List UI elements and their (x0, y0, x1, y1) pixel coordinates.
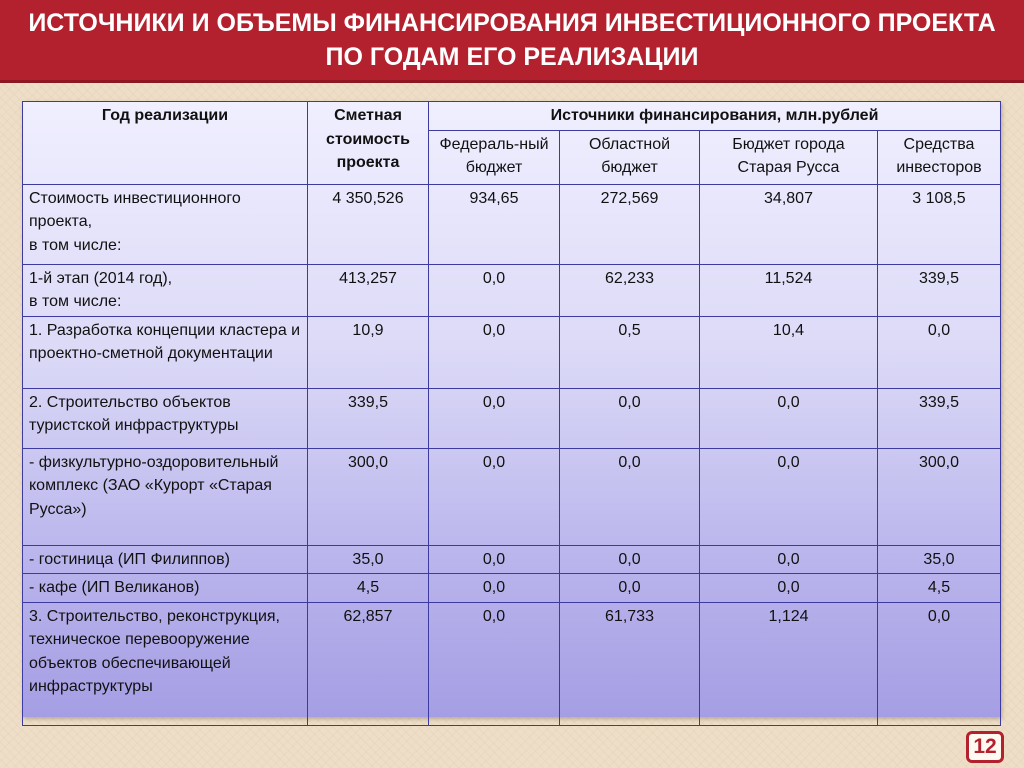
cell-federal: 0,0 (429, 448, 560, 545)
financing-table-container (22, 101, 1000, 717)
row-label: 1. Разработка концепции кластера и проектно-сметной документации (23, 316, 308, 388)
cell-regional: 0,0 (560, 574, 700, 603)
row-label: Стоимость инвестиционного проекта, в том числе: (23, 184, 308, 264)
table-row (23, 545, 1001, 574)
header-sources: Источники финансирования, млн.рублей (429, 102, 1001, 131)
cell-investors: 4,5 (878, 574, 1001, 603)
cell-city: 1,124 (700, 602, 878, 725)
header-city: Бюджет города Старая Русса (700, 130, 878, 184)
financing-table (22, 101, 1001, 726)
header-federal: Федераль-ный бюджет (429, 130, 560, 184)
cell-federal: 0,0 (429, 545, 560, 574)
cell-federal: 0,0 (429, 602, 560, 725)
cell-city: 10,4 (700, 316, 878, 388)
cell-cost: 4,5 (308, 574, 429, 603)
cell-investors: 339,5 (878, 388, 1001, 448)
cell-regional: 0,5 (560, 316, 700, 388)
table-row (23, 316, 1001, 388)
table-body (23, 184, 1001, 725)
header-investors: Средства инвесторов (878, 130, 1001, 184)
cell-regional: 62,233 (560, 264, 700, 316)
cell-cost: 300,0 (308, 448, 429, 545)
cell-federal: 0,0 (429, 316, 560, 388)
cell-regional: 0,0 (560, 448, 700, 545)
cell-city: 0,0 (700, 574, 878, 603)
cell-investors: 0,0 (878, 316, 1001, 388)
table-row (23, 574, 1001, 603)
table-row (23, 388, 1001, 448)
cell-cost: 413,257 (308, 264, 429, 316)
cell-federal: 0,0 (429, 574, 560, 603)
slide-title: ИСТОЧНИКИ И ОБЪЕМЫ ФИНАНСИРОВАНИЯ ИНВЕСТИЦИОННОГО ПРОЕКТА ПО ГОДАМ ЕГО РЕАЛИЗАЦИИ (28, 9, 996, 71)
cell-cost: 10,9 (308, 316, 429, 388)
row-label: - гостиница (ИП Филиппов) (23, 545, 308, 574)
cell-investors: 339,5 (878, 264, 1001, 316)
cell-regional: 272,569 (560, 184, 700, 264)
cell-federal: 934,65 (429, 184, 560, 264)
cell-cost: 35,0 (308, 545, 429, 574)
cell-investors: 0,0 (878, 602, 1001, 725)
table-row (23, 448, 1001, 545)
cell-cost: 62,857 (308, 602, 429, 725)
cell-city: 0,0 (700, 388, 878, 448)
header-cost: Сметная стоимость проекта (308, 102, 429, 185)
cell-cost: 339,5 (308, 388, 429, 448)
cell-federal: 0,0 (429, 264, 560, 316)
table-row (23, 184, 1001, 264)
row-label: - кафе (ИП Великанов) (23, 574, 308, 603)
title-bar (0, 0, 1024, 83)
cell-investors: 300,0 (878, 448, 1001, 545)
cell-city: 0,0 (700, 545, 878, 574)
cell-city: 0,0 (700, 448, 878, 545)
header-year: Год реализации (23, 102, 308, 185)
cell-federal: 0,0 (429, 388, 560, 448)
cell-city: 34,807 (700, 184, 878, 264)
cell-regional: 0,0 (560, 388, 700, 448)
cell-regional: 0,0 (560, 545, 700, 574)
row-label: 1-й этап (2014 год), в том числе: (23, 264, 308, 316)
cell-investors: 3 108,5 (878, 184, 1001, 264)
table-row (23, 264, 1001, 316)
cell-investors: 35,0 (878, 545, 1001, 574)
row-label: 3. Строительство, реконструкция, техническое перевооружение объектов обеспечивающей инфраструктуры (23, 602, 308, 725)
cell-regional: 61,733 (560, 602, 700, 725)
cell-city: 11,524 (700, 264, 878, 316)
header-regional: Областной бюджет (560, 130, 700, 184)
cell-cost: 4 350,526 (308, 184, 429, 264)
row-label: 2. Строительство объектов туристской инфраструктуры (23, 388, 308, 448)
row-label: - физкультурно-оздоровительный комплекс (ЗАО «Курорт «Старая Русса») (23, 448, 308, 545)
table-row (23, 602, 1001, 725)
slide-number-badge: 12 (966, 731, 1004, 763)
